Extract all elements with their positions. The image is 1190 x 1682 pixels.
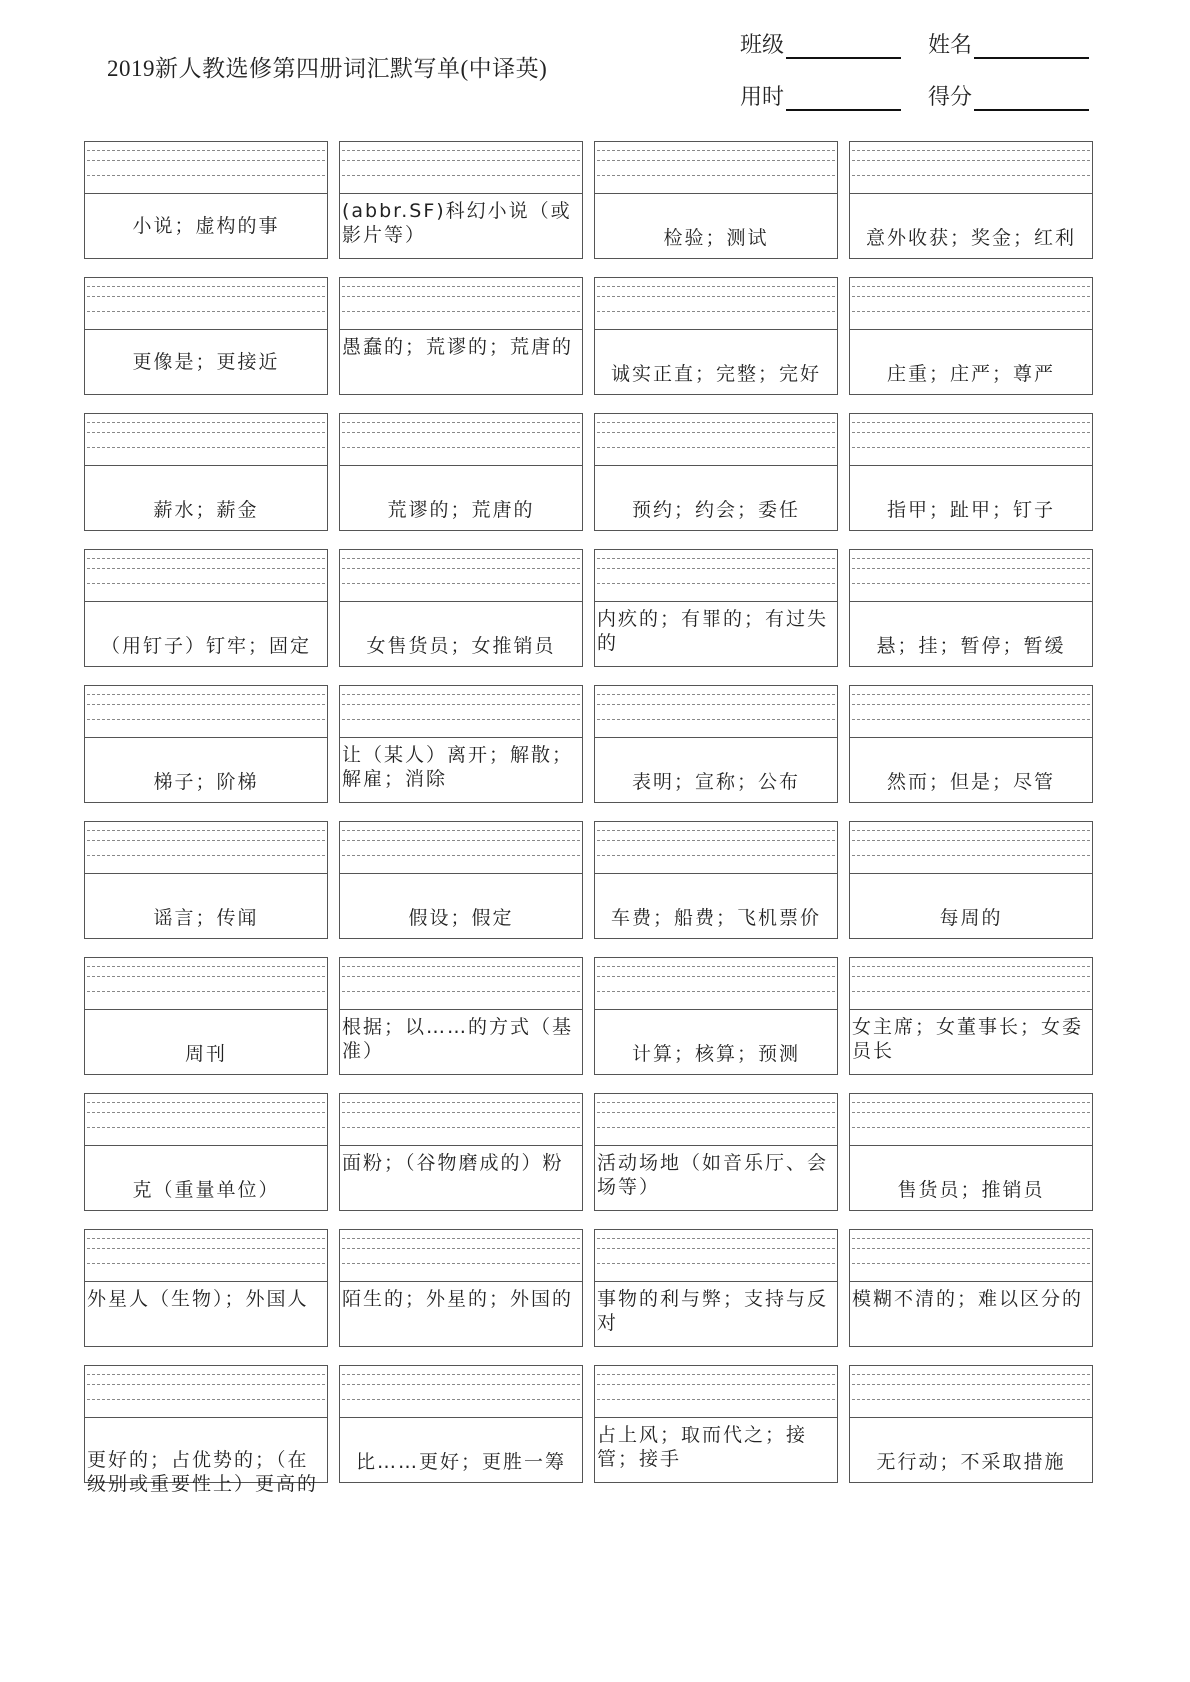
score-blank[interactable] bbox=[974, 87, 1089, 111]
vocab-card bbox=[594, 277, 838, 395]
vocab-card bbox=[84, 1229, 328, 1347]
vocab-card bbox=[84, 1365, 328, 1495]
guide-line bbox=[342, 432, 580, 433]
vocab-card bbox=[84, 549, 328, 667]
chinese-meaning: 占上风；取而代之；接管；接手 bbox=[597, 1424, 808, 1470]
guide-line bbox=[597, 175, 835, 176]
guide-line bbox=[342, 568, 580, 569]
guide-line bbox=[597, 1399, 835, 1400]
vocab-card bbox=[594, 413, 838, 531]
guide-line bbox=[852, 432, 1090, 433]
guide-line bbox=[87, 840, 325, 841]
vocab-card bbox=[339, 1093, 583, 1211]
guide-line bbox=[597, 432, 835, 433]
chinese-meaning: 外星人（生物）；外国人 bbox=[87, 1288, 309, 1310]
guide-line bbox=[597, 447, 835, 448]
vocab-card bbox=[84, 1093, 328, 1211]
guide-line bbox=[342, 150, 580, 151]
answer-writing-area[interactable] bbox=[340, 414, 582, 466]
guide-line bbox=[342, 855, 580, 856]
chinese-meaning: 然而；但是；尽管 bbox=[886, 771, 1055, 793]
answer-writing-area[interactable] bbox=[85, 142, 327, 194]
chinese-meaning: 庄重；庄严；尊严 bbox=[886, 363, 1055, 385]
chinese-meaning: 模糊不清的；难以区分的 bbox=[852, 1288, 1084, 1310]
answer-writing-area[interactable] bbox=[850, 550, 1092, 602]
guide-line bbox=[342, 719, 580, 720]
guide-line bbox=[852, 286, 1090, 287]
guide-line bbox=[342, 296, 580, 297]
chinese-meaning: 让（某人）离开；解散；解雇；消除 bbox=[342, 744, 574, 790]
guide-line bbox=[597, 991, 835, 992]
guide-line bbox=[342, 966, 580, 967]
guide-line bbox=[87, 1263, 325, 1264]
guide-line bbox=[852, 719, 1090, 720]
guide-line bbox=[597, 704, 835, 705]
vocab-card bbox=[339, 685, 583, 803]
vocab-card bbox=[594, 685, 838, 803]
guide-line bbox=[87, 1112, 325, 1113]
chinese-meaning: 悬；挂；暂停；暂缓 bbox=[876, 635, 1066, 657]
guide-line bbox=[342, 991, 580, 992]
vocab-card bbox=[339, 277, 583, 395]
vocab-card bbox=[594, 1093, 838, 1211]
guide-line bbox=[87, 286, 325, 287]
guide-line bbox=[87, 583, 325, 584]
guide-line bbox=[597, 422, 835, 423]
guide-line bbox=[852, 422, 1090, 423]
guide-line bbox=[342, 976, 580, 977]
guide-line bbox=[597, 286, 835, 287]
chinese-meaning: 面粉；（谷物磨成的）粉 bbox=[342, 1152, 564, 1174]
guide-line bbox=[87, 991, 325, 992]
chinese-meaning: 活动场地（如音乐厅、会场等） bbox=[597, 1152, 829, 1198]
guide-line bbox=[597, 830, 835, 831]
time-label: 用时 bbox=[740, 85, 785, 110]
vocab-card bbox=[339, 1229, 583, 1347]
chinese-meaning: 荒谬的；荒唐的 bbox=[387, 499, 535, 521]
answer-writing-area[interactable] bbox=[85, 550, 327, 602]
guide-line bbox=[852, 694, 1090, 695]
guide-line bbox=[342, 1248, 580, 1249]
guide-line bbox=[342, 1384, 580, 1385]
answer-writing-area[interactable] bbox=[85, 686, 327, 738]
answer-writing-area[interactable] bbox=[340, 278, 582, 330]
chinese-meaning: 周刊 bbox=[184, 1043, 227, 1065]
guide-line bbox=[342, 447, 580, 448]
page-title: 2019新人教选修第四册词汇默写单(中译英) bbox=[107, 56, 548, 81]
chinese-meaning: 克（重量单位） bbox=[132, 1179, 280, 1201]
guide-line bbox=[852, 840, 1090, 841]
guide-line bbox=[852, 1127, 1090, 1128]
answer-writing-area[interactable] bbox=[595, 278, 837, 330]
guide-line bbox=[87, 160, 325, 161]
guide-line bbox=[342, 1127, 580, 1128]
guide-line bbox=[87, 558, 325, 559]
answer-writing-area[interactable] bbox=[595, 1366, 837, 1418]
score-label: 得分 bbox=[928, 85, 973, 110]
guide-line bbox=[852, 1263, 1090, 1264]
guide-line bbox=[87, 704, 325, 705]
guide-line bbox=[87, 1102, 325, 1103]
guide-line bbox=[597, 150, 835, 151]
chinese-meaning: 谣言；传闻 bbox=[153, 907, 259, 929]
guide-line bbox=[597, 694, 835, 695]
answer-writing-area[interactable] bbox=[85, 278, 327, 330]
answer-writing-area[interactable] bbox=[85, 958, 327, 1010]
answer-writing-area[interactable] bbox=[340, 1230, 582, 1282]
guide-line bbox=[87, 447, 325, 448]
chinese-meaning: 表明；宣称；公布 bbox=[631, 771, 800, 793]
guide-line bbox=[87, 422, 325, 423]
class-field[interactable] bbox=[740, 28, 901, 59]
guide-line bbox=[597, 966, 835, 967]
guide-line bbox=[87, 976, 325, 977]
guide-line bbox=[342, 1374, 580, 1375]
guide-line bbox=[852, 1374, 1090, 1375]
chinese-meaning: 更像是；更接近 bbox=[132, 351, 280, 373]
vocab-card bbox=[849, 1365, 1093, 1483]
answer-writing-area[interactable] bbox=[340, 958, 582, 1010]
vocab-card bbox=[84, 685, 328, 803]
answer-writing-area[interactable] bbox=[85, 822, 327, 874]
vocab-card bbox=[339, 413, 583, 531]
chinese-meaning: 比……更好；更胜一筹 bbox=[355, 1451, 566, 1473]
class-blank[interactable] bbox=[786, 35, 901, 59]
guide-line bbox=[87, 296, 325, 297]
guide-line bbox=[87, 719, 325, 720]
guide-line bbox=[342, 704, 580, 705]
chinese-meaning: 梯子；阶梯 bbox=[153, 771, 259, 793]
answer-writing-area[interactable] bbox=[850, 958, 1092, 1010]
guide-line bbox=[87, 1384, 325, 1385]
guide-line bbox=[852, 311, 1090, 312]
vocab-card bbox=[84, 957, 328, 1075]
guide-line bbox=[87, 1248, 325, 1249]
guide-line bbox=[87, 1374, 325, 1375]
vocab-card bbox=[339, 957, 583, 1075]
vocab-card bbox=[849, 1093, 1093, 1211]
guide-line bbox=[852, 704, 1090, 705]
guide-line bbox=[597, 1102, 835, 1103]
guide-line bbox=[852, 447, 1090, 448]
guide-line bbox=[852, 1112, 1090, 1113]
guide-line bbox=[852, 558, 1090, 559]
answer-writing-area[interactable] bbox=[595, 686, 837, 738]
chinese-meaning: 意外收获；奖金；红利 bbox=[865, 227, 1076, 249]
answer-writing-area[interactable] bbox=[595, 142, 837, 194]
answer-writing-area[interactable] bbox=[340, 1094, 582, 1146]
vocab-card bbox=[849, 957, 1093, 1075]
time-field[interactable] bbox=[740, 80, 901, 111]
vocab-card bbox=[594, 957, 838, 1075]
guide-line bbox=[597, 1263, 835, 1264]
chinese-meaning: 女售货员；女推销员 bbox=[366, 635, 556, 657]
guide-line bbox=[852, 568, 1090, 569]
guide-line bbox=[852, 175, 1090, 176]
chinese-meaning: 女主席；女董事长；女委员长 bbox=[852, 1016, 1084, 1062]
answer-writing-area[interactable] bbox=[850, 1094, 1092, 1146]
guide-line bbox=[852, 976, 1090, 977]
chinese-meaning: 车费；船费；飞机票价 bbox=[610, 907, 821, 929]
class-label: 班级 bbox=[740, 33, 785, 58]
guide-line bbox=[597, 296, 835, 297]
guide-line bbox=[852, 855, 1090, 856]
guide-line bbox=[597, 311, 835, 312]
answer-writing-area[interactable] bbox=[595, 822, 837, 874]
chinese-meaning: 事物的利与弊；支持与反对 bbox=[597, 1288, 829, 1334]
answer-writing-area[interactable] bbox=[850, 142, 1092, 194]
guide-line bbox=[87, 150, 325, 151]
guide-line bbox=[852, 296, 1090, 297]
guide-line bbox=[87, 432, 325, 433]
vocab-card bbox=[84, 141, 328, 259]
guide-line bbox=[87, 830, 325, 831]
vocab-card bbox=[339, 1365, 583, 1483]
chinese-meaning: 愚蠢的；荒谬的；荒唐的 bbox=[342, 336, 574, 358]
chinese-meaning: 售货员；推销员 bbox=[897, 1179, 1045, 1201]
guide-line bbox=[342, 1112, 580, 1113]
guide-line bbox=[342, 286, 580, 287]
vocab-card bbox=[849, 277, 1093, 395]
answer-writing-area[interactable] bbox=[850, 686, 1092, 738]
score-field[interactable] bbox=[928, 80, 1089, 111]
guide-line bbox=[852, 160, 1090, 161]
guide-line bbox=[87, 966, 325, 967]
guide-line bbox=[597, 160, 835, 161]
guide-line bbox=[342, 694, 580, 695]
answer-writing-area[interactable] bbox=[340, 1366, 582, 1418]
guide-line bbox=[597, 976, 835, 977]
guide-line bbox=[597, 840, 835, 841]
answer-writing-area[interactable] bbox=[340, 822, 582, 874]
guide-line bbox=[87, 694, 325, 695]
chinese-meaning: 计算；核算；预测 bbox=[631, 1043, 800, 1065]
answer-writing-area[interactable] bbox=[595, 1094, 837, 1146]
guide-line bbox=[342, 311, 580, 312]
guide-line bbox=[852, 583, 1090, 584]
guide-line bbox=[87, 855, 325, 856]
guide-line bbox=[342, 1399, 580, 1400]
vocab-card bbox=[594, 549, 838, 667]
guide-line bbox=[342, 175, 580, 176]
guide-line bbox=[597, 1374, 835, 1375]
vocab-card bbox=[339, 549, 583, 667]
chinese-meaning: 指甲；趾甲；钉子 bbox=[886, 499, 1055, 521]
chinese-meaning: 更好的；占优势的；（在级别或重要性上）更高的 bbox=[87, 1449, 319, 1495]
guide-line bbox=[342, 160, 580, 161]
answer-writing-area[interactable] bbox=[850, 1366, 1092, 1418]
guide-line bbox=[597, 1248, 835, 1249]
vocab-card bbox=[339, 141, 583, 259]
answer-writing-area[interactable] bbox=[595, 414, 837, 466]
chinese-meaning: (abbr.SF)科幻小说（或影片等） bbox=[342, 200, 572, 246]
chinese-meaning: 薪水；薪金 bbox=[153, 499, 259, 521]
answer-writing-area[interactable] bbox=[850, 822, 1092, 874]
name-label: 姓名 bbox=[928, 33, 973, 58]
vocab-card bbox=[84, 413, 328, 531]
chinese-meaning: （用钉子）钉牢；固定 bbox=[100, 635, 311, 657]
guide-line bbox=[597, 855, 835, 856]
guide-line bbox=[597, 558, 835, 559]
guide-line bbox=[852, 1238, 1090, 1239]
chinese-meaning: 内疚的；有罪的；有过失的 bbox=[597, 608, 829, 654]
time-blank[interactable] bbox=[786, 87, 901, 111]
vocab-card bbox=[84, 277, 328, 395]
chinese-meaning: 诚实正直；完整；完好 bbox=[610, 363, 821, 385]
answer-writing-area[interactable] bbox=[85, 1230, 327, 1282]
guide-line bbox=[852, 991, 1090, 992]
guide-line bbox=[597, 1127, 835, 1128]
vocab-card bbox=[849, 141, 1093, 259]
vocab-card bbox=[339, 821, 583, 939]
guide-line bbox=[342, 422, 580, 423]
guide-line bbox=[342, 1238, 580, 1239]
guide-line bbox=[852, 1384, 1090, 1385]
guide-line bbox=[597, 1112, 835, 1113]
guide-line bbox=[342, 830, 580, 831]
guide-line bbox=[342, 1102, 580, 1103]
guide-line bbox=[597, 1238, 835, 1239]
guide-line bbox=[87, 568, 325, 569]
answer-writing-area[interactable] bbox=[85, 1366, 327, 1418]
chinese-meaning: 假设；假定 bbox=[408, 907, 514, 929]
vocab-card bbox=[84, 821, 328, 939]
chinese-meaning: 无行动；不采取措施 bbox=[876, 1451, 1066, 1473]
chinese-meaning: 检验；测试 bbox=[663, 227, 769, 249]
guide-line bbox=[87, 311, 325, 312]
guide-line bbox=[852, 1399, 1090, 1400]
vocab-card bbox=[849, 685, 1093, 803]
vocab-card bbox=[594, 1365, 838, 1483]
answer-writing-area[interactable] bbox=[595, 958, 837, 1010]
answer-writing-area[interactable] bbox=[595, 550, 837, 602]
answer-writing-area[interactable] bbox=[85, 1094, 327, 1146]
guide-line bbox=[342, 1263, 580, 1264]
guide-line bbox=[852, 830, 1090, 831]
guide-line bbox=[87, 175, 325, 176]
guide-line bbox=[597, 583, 835, 584]
guide-line bbox=[342, 583, 580, 584]
chinese-meaning: 根据；以……的方式（基准） bbox=[342, 1016, 574, 1062]
guide-line bbox=[597, 568, 835, 569]
vocab-card bbox=[849, 1229, 1093, 1347]
answer-writing-area[interactable] bbox=[850, 278, 1092, 330]
guide-line bbox=[597, 719, 835, 720]
answer-writing-area[interactable] bbox=[595, 1230, 837, 1282]
guide-line bbox=[852, 1102, 1090, 1103]
guide-line bbox=[852, 1248, 1090, 1249]
answer-writing-area[interactable] bbox=[340, 142, 582, 194]
answer-writing-area[interactable] bbox=[850, 1230, 1092, 1282]
answer-writing-area[interactable] bbox=[340, 550, 582, 602]
answer-writing-area[interactable] bbox=[85, 414, 327, 466]
guide-line bbox=[852, 150, 1090, 151]
vocab-card bbox=[594, 821, 838, 939]
guide-line bbox=[87, 1399, 325, 1400]
answer-writing-area[interactable] bbox=[850, 414, 1092, 466]
vocab-card bbox=[594, 1229, 838, 1347]
guide-line bbox=[597, 1384, 835, 1385]
guide-line bbox=[342, 558, 580, 559]
chinese-meaning: 每周的 bbox=[939, 907, 1003, 929]
guide-line bbox=[87, 1238, 325, 1239]
vocab-card bbox=[849, 413, 1093, 531]
vocab-card bbox=[594, 141, 838, 259]
chinese-meaning: 陌生的；外星的；外国的 bbox=[342, 1288, 574, 1310]
chinese-meaning: 小说；虚构的事 bbox=[132, 215, 280, 237]
name-blank[interactable] bbox=[974, 35, 1089, 59]
chinese-meaning: 预约；约会；委任 bbox=[631, 499, 800, 521]
guide-line bbox=[342, 840, 580, 841]
guide-line bbox=[87, 1127, 325, 1128]
answer-writing-area[interactable] bbox=[340, 686, 582, 738]
vocab-card bbox=[849, 821, 1093, 939]
vocab-card bbox=[849, 549, 1093, 667]
guide-line bbox=[852, 966, 1090, 967]
name-field[interactable] bbox=[928, 28, 1089, 59]
